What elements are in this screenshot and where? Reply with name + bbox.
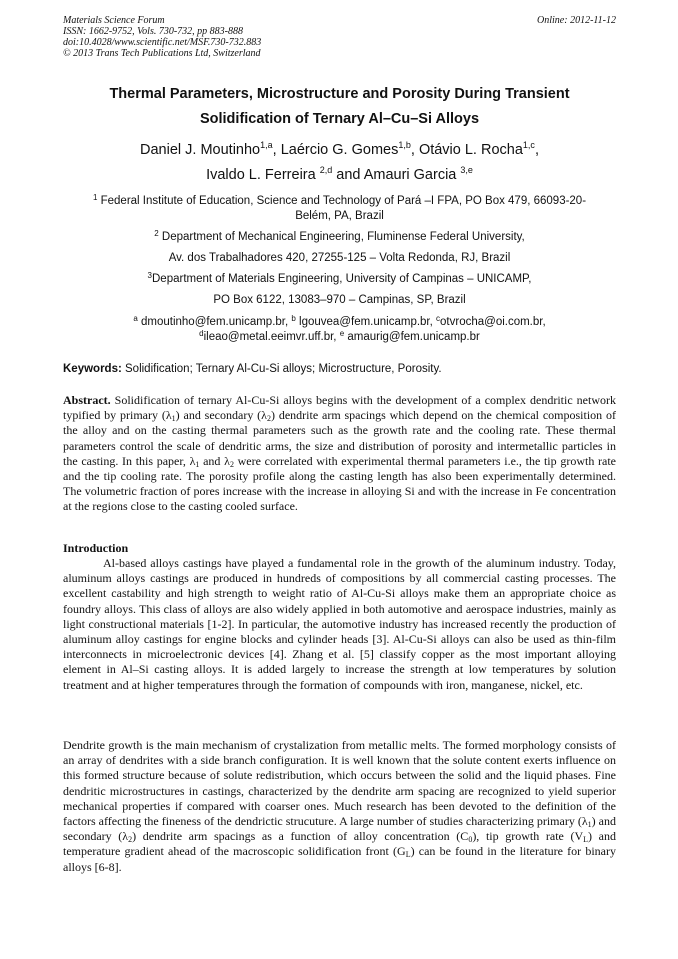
keywords bbox=[63, 362, 616, 377]
affiliation-text: Av. dos Trabalhadores 420, 27255-125 – Volta Redonda, RJ, Brazil bbox=[168, 252, 511, 264]
paragraph-text: Dendrite growth is the main mechanism of crystalization from metallic melts. The formed morphology consists of an array of dendrites with a side branch configuration. It is well known that the solute content exerts influence on this formed structure because of solute redistribution, which occurs between the solid and the liquid phases. Fine dendritic microstructures in castings, characterized by the dendrite arm spacing are recognized to yield superior mechanical properties if compared with coarser ones. Much research has been devoted to the definition of the factors affecting the fineness of the dendrictic strucuture. A large number of studies characterizing primary (λ bbox=[63, 738, 616, 829]
paragraph-text: ) can be found in the literature for binary alloys [6-8]. bbox=[63, 844, 617, 874]
keywords-label: Keywords: bbox=[63, 363, 122, 375]
affiliation-number: 1 bbox=[92, 193, 98, 202]
author-name: Otávio L. Rocha bbox=[418, 142, 523, 158]
introduction-paragraph-1 bbox=[63, 556, 616, 693]
affiliation-1 bbox=[63, 194, 616, 224]
abstract-text: ) dendrite arm spacings which depend on the chemical composition of the alloy and on the casting thermal parameters such as the growth rate and the cooling rate. These thermal parameters control the scale of dendritic arms, the size and distribution of porosity and intermetallic particles in the casting. In this paper, λ bbox=[63, 408, 617, 468]
author-name: Amauri Garcia bbox=[363, 167, 457, 183]
introduction-heading: Introduction bbox=[63, 541, 129, 555]
email-link[interactable]: dmoutinho@fem.unicamp.br, bbox=[140, 316, 289, 328]
paragraph-text: ) dendrite arm spacings as a function of alloy concentration (C bbox=[132, 829, 469, 844]
author-name: Daniel J. Moutinho bbox=[140, 142, 261, 158]
abstract-text: Solidification of ternary Al-Cu-Si alloys begins with the development of a complex dendritic network typified by primary (λ bbox=[63, 393, 616, 423]
author-name: Ivaldo L. Ferreira bbox=[206, 167, 316, 183]
author-affil-sup: 1,a bbox=[260, 140, 273, 150]
author-affil-sup: 3,e bbox=[460, 165, 473, 175]
journal-header bbox=[63, 15, 616, 59]
paragraph-text: ) and secondary (λ bbox=[63, 814, 617, 844]
email-link[interactable]: amaurig@fem.unicamp.br bbox=[347, 331, 480, 343]
affiliation-2 bbox=[63, 230, 616, 266]
subscript: 1 bbox=[195, 459, 200, 469]
author-affil-sup: 1,b bbox=[398, 140, 411, 150]
author-name: Laércio G. Gomes bbox=[280, 142, 399, 158]
email-link[interactable]: otvrocha@oi.com.br, bbox=[440, 316, 546, 328]
abstract-text: were correlated with experimental thermal parameters i.e., the tip growth rate and the tip cooling rate. The porosity profile along the casting length has also been experimentally determined. The volumetric fraction of pores increase with the increase in alloying Si and with the increase in Fe concentration at the regions close to the casting cooled surface. bbox=[63, 453, 616, 514]
subscript: 2 bbox=[128, 835, 133, 845]
subscript: 2 bbox=[267, 414, 271, 424]
subscript: L bbox=[405, 850, 411, 860]
email-sup: e bbox=[339, 329, 345, 338]
doi-line: doi:10.4028/www.scientific.net/MSF.730-732.883 bbox=[63, 37, 262, 48]
title-line-2: Solidification of Ternary Al–Cu–Si Alloys bbox=[199, 111, 480, 127]
issn-line: ISSN: 1662-9752, Vols. 730-732, pp 883-888 bbox=[63, 26, 243, 37]
email-sup: d bbox=[199, 329, 204, 338]
abstract-text: and λ bbox=[199, 453, 230, 468]
subscript: 1 bbox=[587, 820, 592, 830]
paper-title bbox=[63, 82, 616, 132]
title-line-1: Thermal Parameters, Microstructure and Porosity During Transient bbox=[109, 86, 570, 102]
author-affil-sup: 1,c bbox=[522, 140, 535, 150]
subscript: 2 bbox=[229, 459, 234, 469]
affiliation-number: 2 bbox=[154, 229, 159, 238]
subscript: 1 bbox=[171, 414, 176, 424]
affiliation-text: Department of Materials Engineering, University of Campinas – UNICAMP, bbox=[152, 273, 532, 285]
introduction-paragraph-2 bbox=[63, 738, 616, 875]
abstract bbox=[63, 393, 616, 515]
affiliation-3 bbox=[63, 272, 616, 308]
abstract-text: ) and secondary (λ bbox=[175, 408, 267, 423]
paragraph-text: ) and temperature gradient ahead of the macroscopic solidification front (G bbox=[63, 829, 616, 859]
email-sup: b bbox=[291, 314, 296, 323]
keywords-text: Solidification; Ternary Al-Cu-Si alloys; Microstructure, Porosity. bbox=[125, 363, 442, 375]
subscript: L bbox=[583, 835, 589, 845]
email-sup: c bbox=[436, 314, 441, 323]
email-link[interactable]: ileao@metal.eeimvr.uff.br, bbox=[203, 331, 337, 343]
affiliation-text: PO Box 6122, 13083–970 – Campinas, SP, Brazil bbox=[213, 294, 466, 306]
journal-name: Materials Science Forum bbox=[63, 15, 165, 26]
paragraph-text: Al-based alloys castings have played a fundamental role in the growth of the aluminum industry. Today, aluminum alloys castings are produced in hundreds of compositions by all commercial casting processes. The excellent castability and high strength to weight ratio of Al-Cu-Si alloys make them an appropriate choice as foundry alloys. This class of alloys are also widely applied in both automotive and aerospace industries, mainly as light constructional materials [1-2]. In particular, the automotive industry has increased recently the production of aluminum alloy castings for engine blocks and cylinder heads [3]. Al-Cu-Si alloys can also be used as thin-film interconnects in microelectronic devices [4]. Zhang et al. [5] classify copper as the most important alloying element in Al–Si casting alloys. It is added largely to increase the strength at low temperatures by solution treatment and at higher temperatures through the formation of compounds with iron, manganese, nickel, etc. bbox=[63, 556, 616, 692]
abstract-label: Abstract. bbox=[63, 393, 111, 407]
author-separator: and bbox=[332, 167, 364, 183]
subscript: 0 bbox=[468, 835, 473, 845]
paragraph-text: ), tip growth rate (V bbox=[472, 829, 584, 844]
author-line-2 bbox=[63, 163, 616, 188]
author-separator: , bbox=[272, 142, 281, 158]
email-link[interactable]: lgouvea@fem.unicamp.br, bbox=[299, 316, 433, 328]
affiliation-text: Federal Institute of Education, Science and Technology of Pará –I FPA, PO Box 479, 66093-20- bbox=[100, 195, 587, 207]
affiliation-text: Department of Mechanical Engineering, Fluminense Federal University, bbox=[161, 231, 525, 243]
online-date: Online: 2012-11-12 bbox=[537, 15, 616, 26]
author-affil-sup: 2,d bbox=[319, 165, 333, 175]
affiliation-number: 3 bbox=[147, 271, 152, 280]
copyright-line: © 2013 Trans Tech Publications Ltd, Switzerland bbox=[63, 48, 261, 59]
author-separator: , bbox=[410, 142, 419, 158]
author-list bbox=[63, 138, 616, 188]
author-emails bbox=[63, 315, 616, 345]
email-sup: a bbox=[133, 314, 138, 323]
author-separator: , bbox=[534, 142, 539, 158]
affiliation-text: Belém, PA, Brazil bbox=[295, 210, 384, 222]
author-line-1 bbox=[63, 138, 616, 163]
